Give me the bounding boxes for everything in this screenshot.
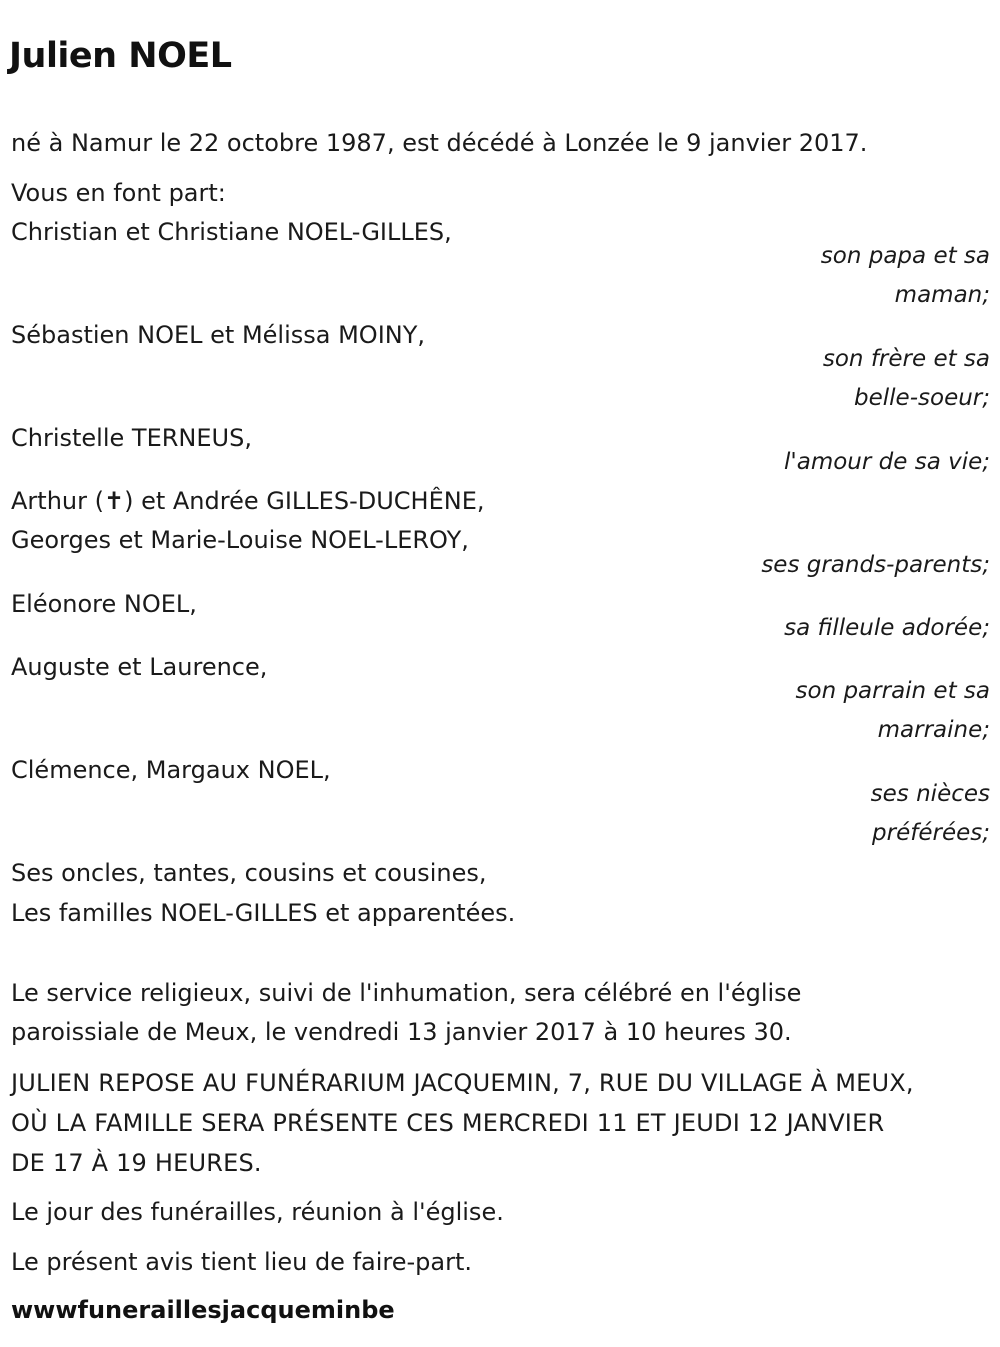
relation-text: son frère et sa [822, 346, 990, 372]
relation-text: ses nièces [870, 781, 990, 807]
goddaughter-relation [730, 609, 990, 648]
love-names: Christelle TERNEUS, [11, 424, 252, 452]
relation-text: son papa et sa [820, 243, 990, 269]
relation-text: préférées; [872, 820, 990, 846]
relatives-line-2: Les familles NOEL-GILLES et apparentées. [11, 899, 516, 927]
goddaughter-names: Eléonore NOEL, [11, 590, 197, 618]
notice-note: Le présent avis tient lieu de faire-part. [11, 1248, 473, 1276]
grandparents-line-2: Georges et Marie-Louise NOEL-LEROY, [11, 526, 469, 554]
brother-names: Sébastien NOEL et Mélissa MOINY, [11, 321, 426, 349]
relation-text: marraine; [877, 717, 990, 743]
service-line-1: Le service religieux, suivi de l'inhumation, sera célébré en l'église [11, 979, 802, 1007]
relation-text: l'amour de sa vie; [784, 449, 990, 475]
relation-text: ses grands-parents; [761, 552, 990, 578]
godparents-relation [730, 672, 990, 750]
parents-names: Christian et Christiane NOEL-GILLES, [11, 218, 452, 246]
grandparents-line-1: Arthur (✝) et Andrée GILLES-DUCHÊNE, [11, 487, 485, 515]
godparents-names: Auguste et Laurence, [11, 653, 268, 681]
nieces-relation [730, 775, 990, 853]
birth-death-statement: né à Namur le 22 octobre 1987, est décédé à Lonzée le 9 janvier 2017. [11, 129, 868, 157]
parents-relation [730, 237, 990, 315]
relation-text: son parrain et sa [795, 678, 990, 704]
grandparents-relation [730, 546, 990, 585]
nieces-names: Clémence, Margaux NOEL, [11, 756, 331, 784]
announce-label: Vous en font part: [11, 179, 226, 207]
funerarium-line-3: DE 17 À 19 HEURES. [11, 1149, 262, 1177]
relation-text: sa filleule adorée; [784, 615, 990, 641]
relatives-line-1: Ses oncles, tantes, cousins et cousines, [11, 859, 487, 887]
meeting-note: Le jour des funérailles, réunion à l'église. [11, 1198, 504, 1226]
love-relation [730, 443, 990, 482]
page-title: Julien NOEL [9, 36, 232, 76]
brother-relation [730, 340, 990, 418]
service-line-2: paroissiale de Meux, le vendredi 13 janvier 2017 à 10 heures 30. [11, 1018, 792, 1046]
funerarium-line-2: OÙ LA FAMILLE SERA PRÉSENTE CES MERCREDI 11 ET JEUDI 12 JANVIER [11, 1109, 885, 1137]
funerarium-line-1: JULIEN REPOSE AU FUNÉRARIUM JACQUEMIN, 7, RUE DU VILLAGE À MEUX, [11, 1069, 914, 1097]
website-link[interactable]: wwwfuneraillesjacqueminbe [11, 1296, 395, 1324]
relation-text: maman; [894, 282, 990, 308]
relation-text: belle-soeur; [854, 385, 990, 411]
